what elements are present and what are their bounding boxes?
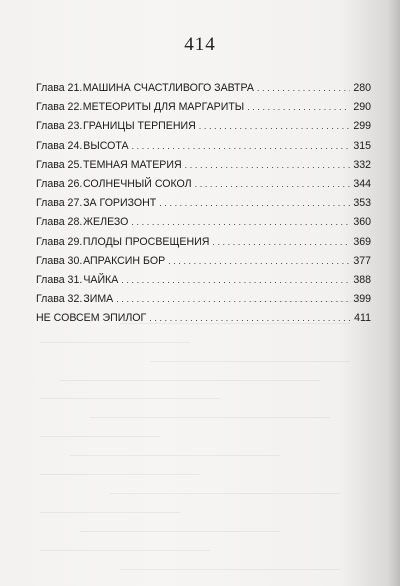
chapter-label: Глава 26. xyxy=(36,177,83,190)
chapter-page: 290 xyxy=(353,101,371,114)
leader-dots xyxy=(247,98,350,117)
page-number: 414 xyxy=(184,34,216,55)
chapter-label: Глава 21. xyxy=(36,82,83,94)
chapter-title: ЗА ГОРИЗОНТ xyxy=(83,197,157,210)
toc-entry xyxy=(36,79,371,98)
toc-entry xyxy=(36,137,371,156)
chapter-title: МЕТЕОРИТЫ ДЛЯ МАРГАРИТЫ xyxy=(82,101,245,114)
leader-dots xyxy=(132,137,350,156)
chapter-label: Глава 27. xyxy=(36,197,83,210)
leader-dots xyxy=(185,156,350,175)
toc-entry xyxy=(36,98,371,117)
toc-entry-epilogue xyxy=(36,309,371,328)
chapter-label: Глава 24. xyxy=(36,139,83,152)
chapter-title: ВЫСОТА xyxy=(83,139,129,152)
chapter-title: ЧАЙКА xyxy=(83,273,119,286)
chapter-page: 369 xyxy=(353,235,371,248)
chapter-label: Глава 25. xyxy=(36,158,83,171)
chapter-page: 332 xyxy=(353,158,371,171)
epilogue-title: НЕ СОВСЕМ ЭПИЛОГ xyxy=(36,312,147,325)
toc-entry xyxy=(36,233,371,252)
chapter-label: Глава 29. xyxy=(36,235,83,248)
chapter-page: 353 xyxy=(353,197,371,210)
chapter-page: 280 xyxy=(353,82,371,94)
toc-entry xyxy=(36,290,371,309)
chapter-label: Глава 30. xyxy=(36,254,83,267)
leader-dots xyxy=(199,117,350,136)
chapter-page: 299 xyxy=(353,120,371,133)
chapter-label: Глава 32. xyxy=(36,293,83,306)
chapter-title: ТЕМНАЯ МАТЕРИЯ xyxy=(83,158,182,171)
toc-entry xyxy=(36,271,371,290)
chapter-title: АПРАКСИН БОР xyxy=(83,254,166,267)
leader-dots xyxy=(149,309,350,328)
leader-dots xyxy=(257,79,350,98)
table-of-contents xyxy=(36,79,371,328)
chapter-label: Глава 28. xyxy=(36,216,83,229)
chapter-title: МАШИНА СЧАСТЛИВОГО ЗАВТРА xyxy=(82,82,254,94)
chapter-page: 377 xyxy=(353,254,371,267)
leader-dots xyxy=(168,252,350,271)
chapter-page: 388 xyxy=(353,273,371,286)
leader-dots xyxy=(159,194,350,213)
chapter-label: Глава 31. xyxy=(36,273,83,286)
chapter-title: ПЛОДЫ ПРОСВЕЩЕНИЯ xyxy=(82,235,210,248)
chapter-page: 399 xyxy=(353,293,371,306)
chapter-title: СОЛНЕЧНЫЙ СОКОЛ xyxy=(82,177,192,190)
toc-entry xyxy=(36,175,371,194)
chapter-label: Глава 23. xyxy=(36,120,83,133)
leader-dots xyxy=(195,175,350,194)
chapter-title: ЖЕЛЕЗО xyxy=(83,216,129,229)
toc-entry xyxy=(36,194,371,213)
epilogue-page: 411 xyxy=(354,312,371,325)
chapter-page: 360 xyxy=(353,216,371,229)
chapter-title: ГРАНИЦЫ ТЕРПЕНИЯ xyxy=(82,120,196,133)
leader-dots xyxy=(131,213,350,232)
leader-dots xyxy=(121,271,350,290)
toc-entry xyxy=(36,117,371,136)
chapter-label: Глава 22. xyxy=(36,101,83,114)
leader-dots xyxy=(116,290,350,309)
chapter-page: 315 xyxy=(353,139,371,152)
toc-entry xyxy=(36,252,371,271)
chapter-title: ЗИМА xyxy=(83,293,114,306)
toc-entry xyxy=(36,156,371,175)
chapter-page: 344 xyxy=(353,177,371,190)
toc-entry xyxy=(36,213,371,232)
leader-dots xyxy=(212,233,350,252)
